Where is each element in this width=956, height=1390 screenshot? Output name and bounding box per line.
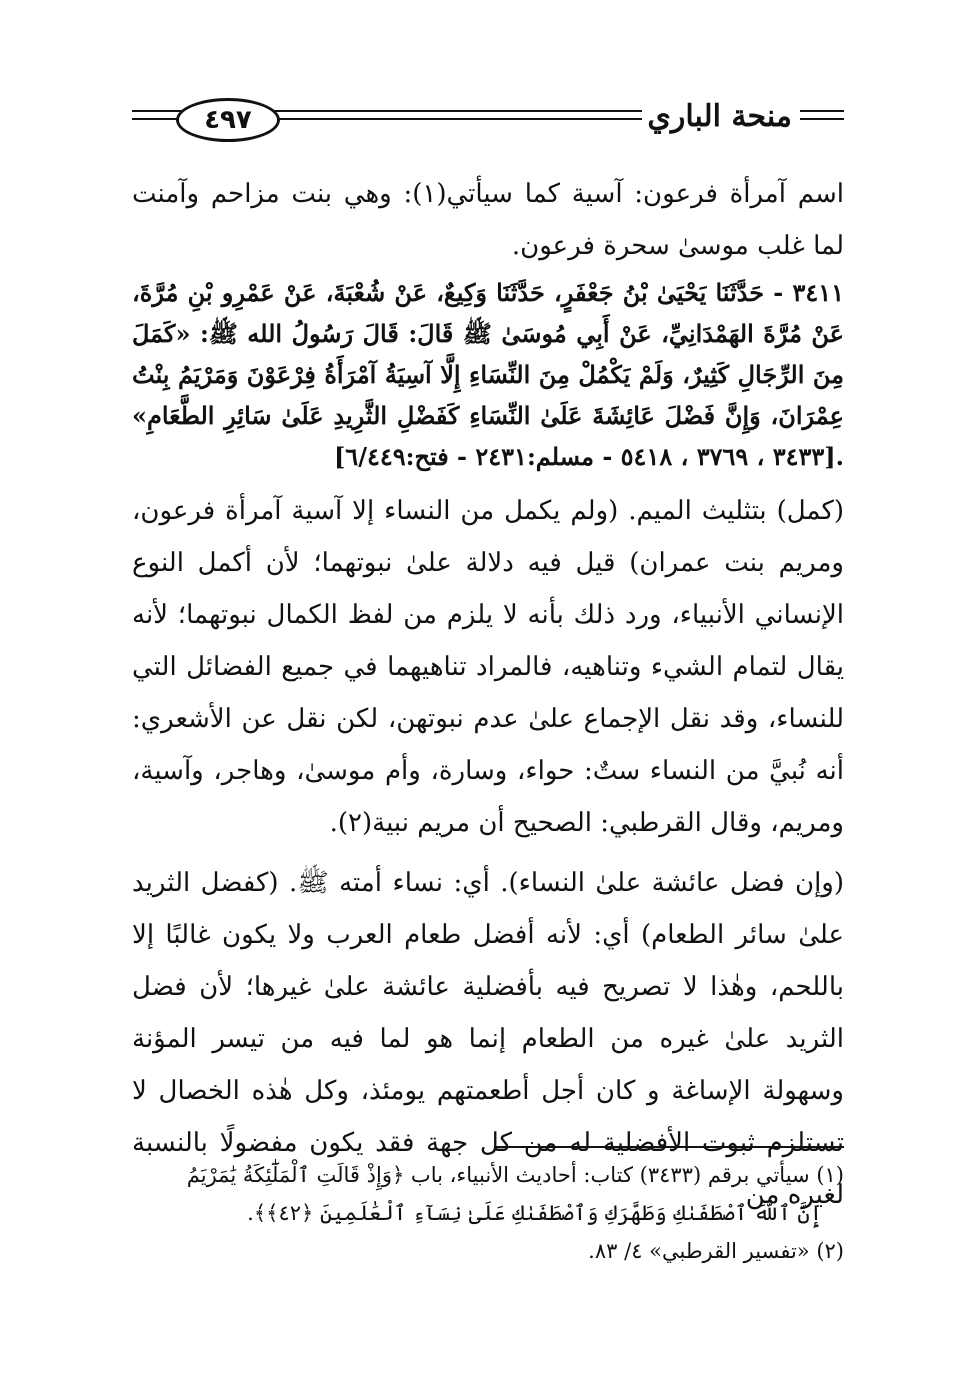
footnotes [132,1156,844,1270]
book-title: منحة الباري [647,99,792,134]
intro-paragraph: اسم آمرأة فرعون: آسية كما سيأتي(١): وهي بنت مزاحم وآمنت لما غلب موسىٰ سحرة فرعون. [132,179,845,261]
header-rule-right [800,118,844,120]
header-rule-middle [272,118,642,120]
running-header [132,92,844,142]
footnote-1: (١) سيأتي برقم (٣٤٣٣) كتاب: أحاديث الأنبياء، باب ﴿وَإِذْ قَالَتِ ٱلْمَلَٰٓئِكَةُ يَٰمَرْيَمُ [186,1163,844,1187]
footnote-1-continuation: إِنَّ ٱللَّهَ ٱصْطَفَىٰكِ وَطَهَّرَكِ وَٱصْطَفَىٰكِ عَلَىٰ نِسَآءِ ٱلْعَٰلَمِينَ ﴿٤٢﴾﴾. [247,1201,822,1225]
commentary-paragraph: (كمل) بتثليث الميم. (ولم يكمل من النساء إلا آسية آمرأة فرعون، ومريم بنت عمران) قيل فيه دلالة علىٰ نبوتهما؛ لأن أكمل النوع الإنساني الأنبياء، ورد ذلك بأنه لا يلزم من لفظ الكمال نبوتهما؛ لأنه يقال لتمام الشيء وتناهيه، فالمراد تناهيهما في جميع الفضائل التي للنساء، وقد نقل الإجماع علىٰ عدم نبوتهن، لكن نقل عن الأشعري: أنه نُبيَّ من النساء ستٌ: حواء، وسارة، وأم موسىٰ، وهاجر، وآسية، ومريم، وقال القرطبي: الصحيح أن مريم نبية(٢). [132,496,844,838]
main-text [132,168,844,1221]
header-rule-left [132,110,182,112]
footnote-2: (٢) «تفسير القرطبي» ٤/ ٨٣. [588,1239,844,1263]
hadith-paragraph: ٣٤١١ - حَدَّثَنَا يَحْيَىٰ بْنُ جَعْفَرٍ، حَدَّثَنَا وَكِيعٌ، عَنْ شُعْبَةَ، عَنْ عَمْرِو بْنِ مُرَّةَ، عَنْ مُرَّةَ الهَمْدَانِيِّ، عَنْ أَبِي مُوسَىٰ ﷺ قَالَ: قَالَ رَسُولُ الله ﷺ: «كَمَلَ مِنَ الرِّجَالِ كَثِيرٌ، وَلَمْ يَكْمُلْ مِنَ النِّسَاءِ إِلَّا آسِيَةُ آمْرَأَةُ فِرْعَوْنَ وَمَرْيَمُ بِنْتُ عِمْرَانَ، وَإِنَّ فَضْلَ عَائِشَةَ عَلَىٰ النِّسَاءِ كَفَضْلِ الثَّرِيدِ عَلَىٰ سَائِرِ الطَّعَامِ» .[٣٤٣٣ ، ٣٧٦٩ ، ٥٤١٨ - مسلم:٢٤٣١ - فتح:٦/٤٤٩] [132,278,844,471]
footnote-divider [494,1146,844,1148]
header-rule-middle [272,110,642,112]
commentary-paragraph: (وإن فضل عائشة علىٰ النساء). أي: نساء أمته ﷺ. (كفضل الثريد علىٰ سائر الطعام) أي: لأنه أفضل طعام العرب ولا يكون غالبًا إلا باللحم، وهٰذا لا تصريح فيه بأفضلية عائشة علىٰ غيرها؛ لأن فضل الثريد علىٰ غيره من الطعام إنما هو لما فيه من تيسر المؤنة وسهولة الإساغة و كان أجل أطعمتهم يومئذ، وكل هٰذه الخصال لا تستلزم ثبوت الأفضلية له من كل جهة فقد يكون مفضولًا بالنسبة لغيره من [132,868,844,1210]
header-rule-left [132,118,182,120]
page-number: ٤٩٧ [176,98,280,142]
header-rule-right [800,110,844,112]
